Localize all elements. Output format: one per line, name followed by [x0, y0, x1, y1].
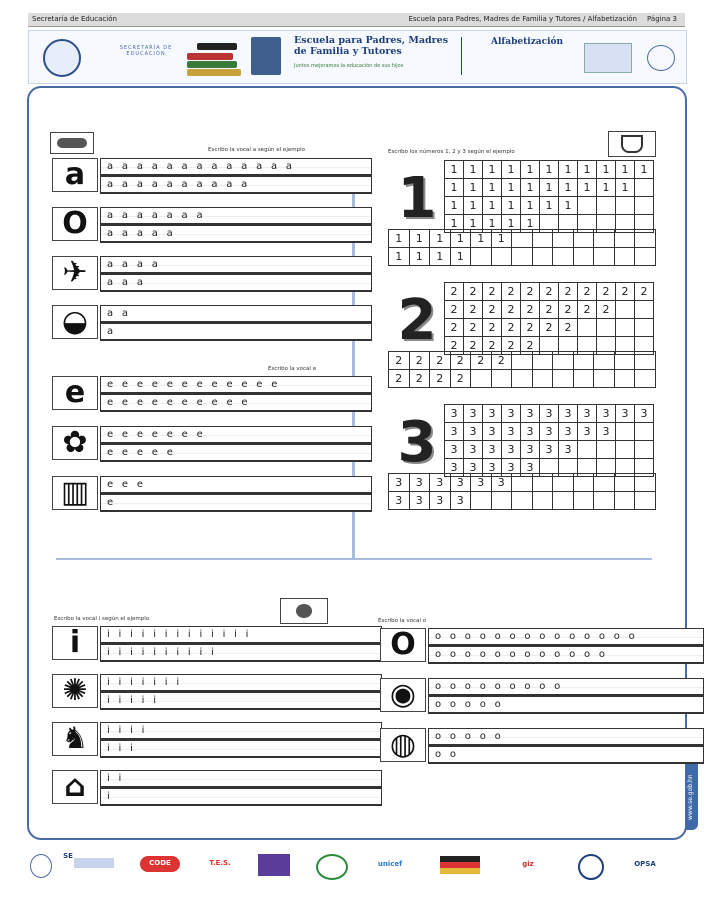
- grid-cell[interactable]: 3: [471, 474, 492, 492]
- instruction-o: Escribo la vocal o: [378, 618, 427, 624]
- footer-logo-giz: giz: [522, 860, 534, 868]
- picture-icon: [52, 305, 98, 339]
- partner-logo-icon: [584, 43, 632, 73]
- picture-icon: [52, 626, 98, 660]
- grid-cell[interactable]: 1: [451, 248, 472, 266]
- footer-logo-tes: T.E.S.: [209, 859, 231, 867]
- grid-cell[interactable]: 1: [521, 197, 540, 215]
- grid-cell[interactable]: 3: [559, 405, 578, 423]
- grid-cell[interactable]: 3: [616, 405, 635, 423]
- tracing-row[interactable]: o o: [428, 746, 704, 764]
- bird-icon: [280, 598, 328, 624]
- grid-cell[interactable]: [594, 230, 615, 248]
- tracing-row[interactable]: i i i i: [100, 722, 382, 740]
- grid-cell[interactable]: [553, 370, 574, 388]
- grid-cell[interactable]: 1: [502, 179, 521, 197]
- grid-cell[interactable]: [512, 474, 533, 492]
- grid-cell[interactable]: [492, 492, 513, 510]
- grid-cell[interactable]: 1: [464, 215, 483, 233]
- grid-cell[interactable]: 2: [430, 352, 451, 370]
- grid-cell[interactable]: 1: [410, 248, 431, 266]
- grid-cell[interactable]: 3: [492, 474, 513, 492]
- grid-cell[interactable]: 2: [445, 301, 464, 319]
- grid-cell[interactable]: 3: [597, 405, 616, 423]
- tracing-row[interactable]: a a a a a a a a a a a a a: [100, 158, 372, 176]
- grid-cell[interactable]: 1: [483, 179, 502, 197]
- grid-cell[interactable]: [635, 474, 656, 492]
- grid-cell[interactable]: 3: [540, 405, 559, 423]
- tracing-row[interactable]: i i i i i i i i i i: [100, 644, 382, 662]
- grid-cell[interactable]: 2: [389, 370, 410, 388]
- grid-cell[interactable]: [594, 492, 615, 510]
- grid-cell[interactable]: [574, 370, 595, 388]
- grid-cell[interactable]: 1: [464, 197, 483, 215]
- grid-cell[interactable]: 2: [464, 319, 483, 337]
- picture-icon: [52, 722, 98, 756]
- se-seal-icon: [30, 854, 52, 878]
- grid-cell[interactable]: [533, 370, 554, 388]
- grid-cell[interactable]: 3: [502, 423, 521, 441]
- grid-cell[interactable]: 2: [451, 370, 472, 388]
- grid-cell[interactable]: 1: [578, 161, 597, 179]
- grid-cell[interactable]: 3: [410, 492, 431, 510]
- grid-cell[interactable]: 3: [483, 441, 502, 459]
- grid-cell[interactable]: [574, 248, 595, 266]
- picture-icon: [52, 426, 98, 460]
- grid-cell[interactable]: 2: [451, 352, 472, 370]
- grid-cell[interactable]: [594, 248, 615, 266]
- grid-cell[interactable]: [492, 248, 513, 266]
- grid-cell[interactable]: [635, 441, 654, 459]
- grid-cell[interactable]: 3: [635, 405, 654, 423]
- instruction-a: Escribo la vocal a según el ejemplo: [208, 147, 305, 153]
- picture-icon: [380, 628, 426, 662]
- picture-icon: [52, 207, 98, 241]
- grid-cell[interactable]: [471, 492, 492, 510]
- grid-cell[interactable]: 3: [521, 441, 540, 459]
- grid-cell[interactable]: 3: [410, 474, 431, 492]
- tracing-row[interactable]: e e e e e: [100, 444, 372, 462]
- round-logo-icon: [578, 854, 604, 880]
- big-number: 1: [397, 166, 437, 231]
- grid-cell[interactable]: 3: [521, 423, 540, 441]
- picture-icon: [52, 770, 98, 804]
- grid-cell[interactable]: 2: [578, 283, 597, 301]
- grid-cell[interactable]: [615, 248, 636, 266]
- grid-cell[interactable]: [594, 474, 615, 492]
- grid-cell[interactable]: [492, 370, 513, 388]
- grid-cell[interactable]: [616, 197, 635, 215]
- grid-cell[interactable]: 1: [451, 230, 472, 248]
- grid-cell[interactable]: 1: [445, 161, 464, 179]
- grid-cell[interactable]: 2: [483, 319, 502, 337]
- grid-cell[interactable]: 3: [502, 441, 521, 459]
- grid-cell[interactable]: 1: [445, 197, 464, 215]
- letter-big: ⌂: [64, 769, 86, 804]
- grid-cell[interactable]: 1: [389, 230, 410, 248]
- grid-cell[interactable]: [553, 352, 574, 370]
- grid-cell[interactable]: 1: [521, 215, 540, 233]
- grid-cell[interactable]: [553, 248, 574, 266]
- grid-cell[interactable]: [553, 492, 574, 510]
- grid-cell[interactable]: 3: [445, 423, 464, 441]
- school-logo-icon: [647, 45, 675, 71]
- grid-cell[interactable]: [635, 197, 654, 215]
- tracing-row[interactable]: i i i i i: [100, 692, 382, 710]
- grid-cell[interactable]: [635, 370, 656, 388]
- grid-cell[interactable]: 1: [559, 161, 578, 179]
- grid-cell[interactable]: 3: [578, 405, 597, 423]
- grid-cell[interactable]: 1: [635, 161, 654, 179]
- grid-cell[interactable]: 3: [430, 492, 451, 510]
- grid-cell[interactable]: 3: [464, 423, 483, 441]
- grid-cell[interactable]: 3: [464, 405, 483, 423]
- picture-icon: [52, 256, 98, 290]
- grid-cell[interactable]: 3: [445, 441, 464, 459]
- grid-cell[interactable]: 1: [502, 197, 521, 215]
- grid-cell[interactable]: 1: [521, 161, 540, 179]
- picture-icon: [52, 376, 98, 410]
- grid-cell[interactable]: 2: [410, 352, 431, 370]
- letter-big: ✿: [62, 425, 88, 460]
- tracing-row[interactable]: i i i i i i i: [100, 674, 382, 692]
- grid-cell[interactable]: 1: [540, 161, 559, 179]
- grid-cell[interactable]: 2: [521, 283, 540, 301]
- grid-cell[interactable]: [597, 441, 616, 459]
- grid-cell[interactable]: 2: [521, 337, 540, 355]
- tracing-row[interactable]: a: [100, 323, 372, 341]
- number-grid-wide[interactable]: [388, 473, 656, 510]
- grid-cell[interactable]: 1: [410, 230, 431, 248]
- grid-cell[interactable]: [615, 352, 636, 370]
- cup-icon: [608, 131, 656, 157]
- grid-cell[interactable]: 2: [492, 352, 513, 370]
- grid-cell[interactable]: 3: [559, 423, 578, 441]
- grid-cell[interactable]: 2: [410, 370, 431, 388]
- grid-cell[interactable]: 2: [559, 283, 578, 301]
- tracing-row[interactable]: a a: [100, 305, 372, 323]
- grid-cell[interactable]: 3: [389, 492, 410, 510]
- grid-cell[interactable]: 2: [521, 301, 540, 319]
- grid-cell[interactable]: [615, 230, 636, 248]
- grid-cell[interactable]: 1: [502, 161, 521, 179]
- grid-cell[interactable]: 3: [521, 459, 540, 477]
- grid-cell[interactable]: 2: [483, 283, 502, 301]
- grid-cell[interactable]: [635, 230, 656, 248]
- grid-cell[interactable]: 3: [445, 405, 464, 423]
- grid-cell[interactable]: 2: [483, 337, 502, 355]
- grid-cell[interactable]: 1: [483, 215, 502, 233]
- footer-logos: [30, 852, 680, 882]
- grid-cell[interactable]: [578, 319, 597, 337]
- grid-cell[interactable]: 2: [540, 319, 559, 337]
- grid-cell[interactable]: [574, 474, 595, 492]
- grid-cell[interactable]: 1: [559, 179, 578, 197]
- grid-cell[interactable]: 1: [540, 179, 559, 197]
- grid-cell[interactable]: 2: [464, 301, 483, 319]
- grid-cell[interactable]: [553, 474, 574, 492]
- grid-cell[interactable]: [615, 474, 636, 492]
- grid-cell[interactable]: 3: [389, 474, 410, 492]
- grid-cell[interactable]: [635, 423, 654, 441]
- letter-big: O: [62, 206, 88, 241]
- books-graduation-icon: [187, 35, 247, 79]
- grid-cell[interactable]: [635, 248, 656, 266]
- grid-cell[interactable]: 2: [483, 301, 502, 319]
- grid-cell[interactable]: 2: [464, 283, 483, 301]
- number-grid[interactable]: [444, 160, 654, 233]
- letter-big: ◒: [61, 304, 89, 339]
- picture-icon: [380, 728, 426, 762]
- instruction-e: Escribo la vocal e: [268, 366, 317, 372]
- big-number: 2: [397, 288, 437, 353]
- grid-cell[interactable]: 1: [502, 215, 521, 233]
- grid-cell[interactable]: [512, 352, 533, 370]
- grid-cell[interactable]: 2: [502, 283, 521, 301]
- tracing-row[interactable]: a a a a a a a: [100, 207, 372, 225]
- picture-icon: [52, 674, 98, 708]
- letter-big: O: [390, 627, 416, 662]
- banner: [28, 30, 687, 84]
- grid-cell[interactable]: 3: [483, 459, 502, 477]
- grid-cell[interactable]: [635, 179, 654, 197]
- section-title: Alfabetización: [491, 37, 564, 47]
- footer-logo-bar-icon: [74, 858, 114, 868]
- grid-cell[interactable]: [471, 248, 492, 266]
- header-bar: [28, 13, 685, 27]
- tracing-row[interactable]: e e e e e e e e e e e e: [100, 376, 372, 394]
- tracing-row[interactable]: a a a a: [100, 256, 372, 274]
- tracing-row[interactable]: i i: [100, 770, 382, 788]
- grid-cell[interactable]: [616, 319, 635, 337]
- letter-big: a: [64, 157, 86, 192]
- grid-cell[interactable]: [512, 248, 533, 266]
- grid-cell[interactable]: 1: [445, 215, 464, 233]
- grid-cell[interactable]: 1: [430, 248, 451, 266]
- tracing-row[interactable]: a a a a a a a a a a: [100, 176, 372, 194]
- grid-cell[interactable]: [574, 230, 595, 248]
- letter-big: ◉: [389, 677, 417, 712]
- computer-icon: [251, 37, 281, 75]
- grid-cell[interactable]: 2: [616, 283, 635, 301]
- side-url-tab: www.se.gob.hn: [686, 740, 698, 830]
- grid-cell[interactable]: [533, 230, 554, 248]
- tracing-row[interactable]: e e e e e e e: [100, 426, 372, 444]
- picture-icon: [380, 678, 426, 712]
- grid-cell[interactable]: 2: [502, 301, 521, 319]
- tracing-row[interactable]: o o o o o o o o o: [428, 678, 704, 696]
- grid-cell[interactable]: 1: [597, 179, 616, 197]
- instruction-numbers: Escribo los números 1, 2 y 3 según el ejemplo: [388, 149, 515, 155]
- tracing-row[interactable]: o o o o o o o o o o o o o o: [428, 628, 704, 646]
- grid-cell[interactable]: 3: [483, 405, 502, 423]
- grid-cell[interactable]: 3: [540, 423, 559, 441]
- grid-cell[interactable]: 1: [616, 179, 635, 197]
- footer-logo-se: SE: [63, 852, 73, 860]
- grid-cell[interactable]: [512, 230, 533, 248]
- grid-cell[interactable]: 1: [559, 197, 578, 215]
- grid-cell[interactable]: 2: [540, 301, 559, 319]
- grid-cell[interactable]: 2: [445, 337, 464, 355]
- grid-cell[interactable]: [553, 230, 574, 248]
- grid-cell[interactable]: 3: [464, 459, 483, 477]
- grid-cell[interactable]: 3: [430, 474, 451, 492]
- grid-cell[interactable]: [574, 352, 595, 370]
- grid-cell[interactable]: 2: [471, 352, 492, 370]
- grid-cell[interactable]: 3: [451, 492, 472, 510]
- grid-cell[interactable]: 1: [578, 179, 597, 197]
- secretaria-label: SECRETARÍA DE EDUCACIÓN: [119, 45, 173, 57]
- tracing-row[interactable]: e e e e e e e e e e: [100, 394, 372, 412]
- grid-cell[interactable]: 2: [389, 352, 410, 370]
- banner-subtitle: Juntos mejoramos la educación de sus hijos: [294, 63, 404, 69]
- grid-cell[interactable]: 2: [430, 370, 451, 388]
- grid-cell[interactable]: 3: [483, 423, 502, 441]
- grid-cell[interactable]: 2: [502, 337, 521, 355]
- grid-cell[interactable]: [616, 441, 635, 459]
- header-left-text: Secretaría de Educación: [32, 15, 117, 23]
- footer-logo-unicef: unicef: [377, 860, 403, 868]
- grid-cell[interactable]: 2: [635, 283, 654, 301]
- grid-cell[interactable]: [533, 474, 554, 492]
- grid-cell[interactable]: 1: [483, 197, 502, 215]
- grid-cell[interactable]: 1: [430, 230, 451, 248]
- grid-cell[interactable]: [635, 301, 654, 319]
- grid-cell[interactable]: 3: [559, 441, 578, 459]
- header-right-text: Escuela para Padres, Madres de Familia y Tutores / Alfabetización: [408, 15, 637, 23]
- grid-cell[interactable]: [594, 352, 615, 370]
- grid-cell[interactable]: 2: [597, 301, 616, 319]
- number-grid-wide[interactable]: [388, 351, 656, 388]
- grid-cell[interactable]: [616, 301, 635, 319]
- grid-cell[interactable]: [533, 352, 554, 370]
- grid-cell[interactable]: [615, 492, 636, 510]
- grid-cell[interactable]: [578, 197, 597, 215]
- grid-cell[interactable]: 2: [578, 301, 597, 319]
- grid-cell[interactable]: 2: [540, 283, 559, 301]
- grid-cell[interactable]: [615, 370, 636, 388]
- grid-cell[interactable]: 1: [616, 161, 635, 179]
- tracing-row[interactable]: a a a: [100, 274, 372, 292]
- grid-cell[interactable]: [512, 492, 533, 510]
- grid-cell[interactable]: 2: [445, 319, 464, 337]
- grid-cell[interactable]: 2: [597, 283, 616, 301]
- honduras-seal-icon: [43, 39, 81, 77]
- footer-logo-code: CODE: [149, 859, 171, 867]
- letter-big: ✺: [62, 673, 88, 708]
- grid-cell[interactable]: 2: [464, 337, 483, 355]
- banner-title: Escuela para Padres, Madres de Familia y Tutores: [294, 35, 449, 57]
- grid-cell[interactable]: 1: [445, 179, 464, 197]
- picture-icon: [52, 476, 98, 510]
- grid-cell[interactable]: 3: [540, 441, 559, 459]
- bathtub-icon: [50, 132, 94, 154]
- tracing-row[interactable]: a a a a a: [100, 225, 372, 243]
- grid-cell[interactable]: 2: [559, 319, 578, 337]
- grid-cell[interactable]: [597, 319, 616, 337]
- grid-cell[interactable]: 1: [464, 179, 483, 197]
- grid-cell[interactable]: 1: [464, 161, 483, 179]
- tracing-row[interactable]: o o o o o: [428, 696, 704, 714]
- grid-cell[interactable]: [635, 352, 656, 370]
- grid-cell[interactable]: 3: [445, 459, 464, 477]
- tracing-row[interactable]: i i i i i i i i i i i i i: [100, 626, 382, 644]
- number-grid[interactable]: [444, 404, 654, 477]
- grid-cell[interactable]: 2: [502, 319, 521, 337]
- grid-cell[interactable]: 1: [492, 230, 513, 248]
- letter-big: e: [64, 375, 86, 410]
- number-grid[interactable]: [444, 282, 654, 355]
- grid-cell[interactable]: 3: [521, 405, 540, 423]
- instruction-i: Escribo la vocal i según el ejemplo: [54, 616, 150, 622]
- green-logo-icon: [316, 854, 348, 880]
- tracing-row[interactable]: i i i: [100, 740, 382, 758]
- grid-cell[interactable]: [597, 197, 616, 215]
- grid-cell[interactable]: 2: [559, 301, 578, 319]
- grid-cell[interactable]: 1: [483, 161, 502, 179]
- grid-cell[interactable]: 3: [578, 423, 597, 441]
- footer-logo-opsa: OPSA: [634, 860, 656, 868]
- grid-cell[interactable]: 1: [521, 179, 540, 197]
- grid-cell[interactable]: 3: [451, 474, 472, 492]
- banner-divider: [461, 37, 462, 75]
- grid-cell[interactable]: [616, 423, 635, 441]
- grid-cell[interactable]: [533, 248, 554, 266]
- tracing-row[interactable]: e e e: [100, 476, 372, 494]
- grid-cell[interactable]: [471, 370, 492, 388]
- grid-cell[interactable]: 2: [445, 283, 464, 301]
- tracing-row[interactable]: o o o o o: [428, 728, 704, 746]
- tracing-row[interactable]: o o o o o o o o o o o o: [428, 646, 704, 664]
- grid-cell[interactable]: 2: [521, 319, 540, 337]
- ucav-logo-icon: [258, 854, 290, 876]
- grid-cell[interactable]: [512, 370, 533, 388]
- grid-cell[interactable]: [578, 441, 597, 459]
- letter-big: ♞: [61, 721, 89, 756]
- picture-icon: [52, 158, 98, 192]
- grid-cell[interactable]: 1: [540, 197, 559, 215]
- grid-cell[interactable]: 3: [464, 441, 483, 459]
- letter-big: ▥: [60, 475, 90, 510]
- grid-cell[interactable]: 1: [389, 248, 410, 266]
- grid-cell[interactable]: [635, 492, 656, 510]
- horizontal-divider: [56, 558, 652, 560]
- grid-cell[interactable]: [594, 370, 615, 388]
- grid-cell[interactable]: 3: [502, 405, 521, 423]
- tracing-row[interactable]: i: [100, 788, 382, 806]
- letter-big: ✈: [62, 255, 88, 290]
- grid-cell[interactable]: [533, 492, 554, 510]
- grid-cell[interactable]: 1: [471, 230, 492, 248]
- number-grid-wide[interactable]: [388, 229, 656, 266]
- letter-big: ◍: [389, 727, 417, 762]
- grid-cell[interactable]: [635, 319, 654, 337]
- grid-cell[interactable]: 3: [502, 459, 521, 477]
- letter-big: i: [69, 625, 81, 660]
- grid-cell[interactable]: 3: [597, 423, 616, 441]
- grid-cell[interactable]: [574, 492, 595, 510]
- big-number: 3: [397, 410, 437, 475]
- grid-cell[interactable]: 1: [597, 161, 616, 179]
- tracing-row[interactable]: e: [100, 494, 372, 512]
- page-number: Página 3: [647, 15, 677, 23]
- germany-flag-icon: [440, 856, 480, 874]
